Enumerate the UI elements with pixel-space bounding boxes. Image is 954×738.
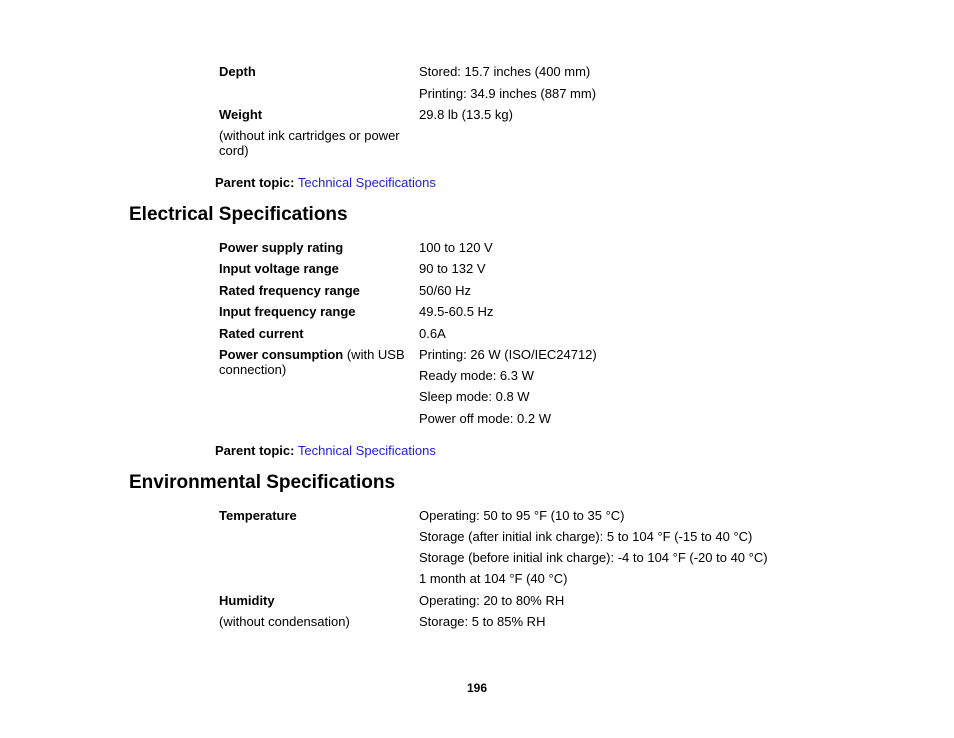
- parent-topic-2: [215, 443, 436, 458]
- temperature-value: 1 month at 104 °F (40 °C): [419, 571, 568, 586]
- parent-topic-link[interactable]: Technical Specifications: [297, 175, 436, 190]
- power-value: Sleep mode: 0.8 W: [419, 389, 530, 404]
- temperature-label: Temperature: [219, 508, 297, 523]
- row-label: Input voltage range: [219, 261, 339, 276]
- power-value: Printing: 26 W (ISO/IEC24712): [419, 347, 597, 362]
- humidity-value: Operating: 20 to 80% RH: [419, 593, 565, 608]
- row-label: Power supply rating: [219, 240, 344, 255]
- environmental-heading: Environmental Specifications: [129, 472, 396, 493]
- depth-value-printing: Printing: 34.9 inches (887 mm): [419, 86, 597, 101]
- power-value: Ready mode: 6.3 W: [419, 368, 534, 383]
- row-value: 100 to 120 V: [419, 240, 493, 255]
- temperature-value: Operating: 50 to 95 °F (10 to 35 °C): [419, 508, 625, 523]
- power-note: (with USB: [343, 347, 405, 362]
- depth-value-stored: Stored: 15.7 inches (400 mm): [419, 64, 591, 79]
- row-value: 49.5-60.5 Hz: [419, 304, 494, 319]
- page-number: 196: [466, 681, 488, 695]
- row-label: Input frequency range: [219, 304, 356, 319]
- power-label: Power consumption: [219, 347, 344, 362]
- humidity-note: (without condensation): [219, 614, 350, 629]
- humidity-label: Humidity: [219, 593, 275, 608]
- parent-topic-label: Parent topic:: [215, 175, 295, 190]
- humidity-value: Storage: 5 to 85% RH: [419, 614, 546, 629]
- parent-topic-link[interactable]: Technical Specifications: [297, 443, 436, 458]
- weight-note: (without ink cartridges or power cord): [219, 128, 400, 158]
- electrical-heading: Electrical Specifications: [129, 204, 348, 225]
- parent-topic-1: [215, 175, 436, 190]
- weight-value: 29.8 lb (13.5 kg): [419, 107, 513, 122]
- row-label: Rated frequency range: [219, 283, 360, 298]
- power-consumption-label: [219, 347, 405, 362]
- parent-topic-label: Parent topic:: [215, 443, 295, 458]
- row-value: 0.6A: [419, 326, 446, 341]
- weight-label: Weight: [219, 107, 263, 122]
- temperature-value: Storage (after initial ink charge): 5 to 104 °F (-15 to 40 °C): [419, 529, 753, 544]
- temperature-value: Storage (before initial ink charge): -4 to 104 °F (-20 to 40 °C): [419, 550, 768, 565]
- power-note-2: connection): [219, 362, 287, 377]
- row-label: Rated current: [219, 326, 304, 341]
- power-value: Power off mode: 0.2 W: [419, 411, 551, 426]
- depth-label: Depth: [219, 64, 256, 79]
- row-value: 50/60 Hz: [419, 283, 472, 298]
- row-value: 90 to 132 V: [419, 261, 486, 276]
